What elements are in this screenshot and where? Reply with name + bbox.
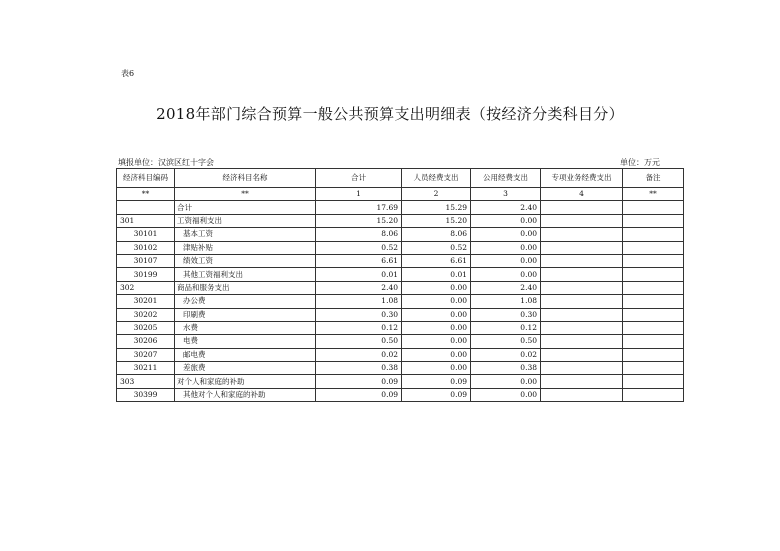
cell-total: 0.38 bbox=[316, 362, 402, 375]
cell-special bbox=[541, 254, 623, 267]
cell-personnel: 8.06 bbox=[402, 228, 471, 241]
table-row bbox=[117, 348, 684, 361]
index-cell: ** bbox=[175, 188, 316, 201]
cell-personnel: 15.29 bbox=[402, 201, 471, 214]
cell-total: 0.02 bbox=[316, 348, 402, 361]
cell-name: 其他工资福利支出 bbox=[175, 268, 316, 281]
cell-code: 30101 bbox=[117, 228, 175, 241]
budget-table bbox=[116, 168, 684, 402]
cell-code bbox=[117, 201, 175, 214]
cell-code: 30107 bbox=[117, 254, 175, 267]
index-cell: ** bbox=[623, 188, 684, 201]
cell-note bbox=[623, 241, 684, 254]
cell-public: 0.00 bbox=[471, 214, 541, 227]
cell-name: 绩效工资 bbox=[175, 254, 316, 267]
cell-personnel: 0.00 bbox=[402, 321, 471, 334]
header-public: 公用经费支出 bbox=[471, 169, 541, 188]
cell-note bbox=[623, 295, 684, 308]
cell-total: 2.40 bbox=[316, 281, 402, 294]
cell-special bbox=[541, 321, 623, 334]
cell-name: 邮电费 bbox=[175, 348, 316, 361]
cell-note bbox=[623, 228, 684, 241]
cell-code: 30201 bbox=[117, 295, 175, 308]
table-row bbox=[117, 228, 684, 241]
cell-public: 0.00 bbox=[471, 228, 541, 241]
cell-total: 15.20 bbox=[316, 214, 402, 227]
cell-special bbox=[541, 308, 623, 321]
cell-total: 0.01 bbox=[316, 268, 402, 281]
cell-note bbox=[623, 335, 684, 348]
table-row bbox=[117, 281, 684, 294]
cell-personnel: 0.00 bbox=[402, 362, 471, 375]
form-number: 表6 bbox=[121, 69, 135, 78]
table-row bbox=[117, 321, 684, 334]
table-row bbox=[117, 201, 684, 214]
cell-code: 30206 bbox=[117, 335, 175, 348]
cell-personnel: 0.00 bbox=[402, 348, 471, 361]
table-row bbox=[117, 295, 684, 308]
header-total: 合计 bbox=[316, 169, 402, 188]
index-row bbox=[117, 188, 684, 201]
table-row bbox=[117, 375, 684, 388]
cell-name: 基本工资 bbox=[175, 228, 316, 241]
cell-name: 津贴补贴 bbox=[175, 241, 316, 254]
cell-special bbox=[541, 375, 623, 388]
cell-special bbox=[541, 388, 623, 401]
index-cell: 1 bbox=[316, 188, 402, 201]
cell-personnel: 0.09 bbox=[402, 388, 471, 401]
cell-special bbox=[541, 214, 623, 227]
cell-note bbox=[623, 321, 684, 334]
table-row bbox=[117, 241, 684, 254]
table-header-row bbox=[117, 169, 684, 188]
cell-name: 办公费 bbox=[175, 295, 316, 308]
cell-personnel: 0.00 bbox=[402, 308, 471, 321]
header-note: 备注 bbox=[623, 169, 684, 188]
cell-note bbox=[623, 308, 684, 321]
table-row bbox=[117, 335, 684, 348]
index-cell: 3 bbox=[471, 188, 541, 201]
cell-total: 0.50 bbox=[316, 335, 402, 348]
cell-code: 303 bbox=[117, 375, 175, 388]
cell-note bbox=[623, 281, 684, 294]
cell-code: 30202 bbox=[117, 308, 175, 321]
cell-note bbox=[623, 375, 684, 388]
page-title: 2018年部门综合预算一般公共预算支出明细表（按经济分类科目分） bbox=[156, 105, 624, 123]
cell-public: 0.00 bbox=[471, 254, 541, 267]
index-cell: 4 bbox=[541, 188, 623, 201]
cell-personnel: 0.00 bbox=[402, 295, 471, 308]
cell-note bbox=[623, 388, 684, 401]
cell-special bbox=[541, 348, 623, 361]
header-name: 经济科目名称 bbox=[175, 169, 316, 188]
cell-public: 0.02 bbox=[471, 348, 541, 361]
cell-name: 印刷费 bbox=[175, 308, 316, 321]
cell-special bbox=[541, 241, 623, 254]
cell-public: 0.30 bbox=[471, 308, 541, 321]
cell-note bbox=[623, 362, 684, 375]
table-row bbox=[117, 214, 684, 227]
cell-personnel: 0.52 bbox=[402, 241, 471, 254]
cell-personnel: 0.00 bbox=[402, 281, 471, 294]
cell-name: 对个人和家庭的补助 bbox=[175, 375, 316, 388]
cell-note bbox=[623, 268, 684, 281]
cell-code: 30207 bbox=[117, 348, 175, 361]
cell-name: 合计 bbox=[175, 201, 316, 214]
cell-note bbox=[623, 348, 684, 361]
cell-note bbox=[623, 254, 684, 267]
cell-special bbox=[541, 281, 623, 294]
cell-total: 0.12 bbox=[316, 321, 402, 334]
cell-name: 工资福利支出 bbox=[175, 214, 316, 227]
header-code: 经济科目编码 bbox=[117, 169, 175, 188]
cell-code: 30211 bbox=[117, 362, 175, 375]
cell-code: 302 bbox=[117, 281, 175, 294]
cell-public: 1.08 bbox=[471, 295, 541, 308]
cell-personnel: 0.01 bbox=[402, 268, 471, 281]
cell-code: 30205 bbox=[117, 321, 175, 334]
cell-total: 1.08 bbox=[316, 295, 402, 308]
cell-public: 0.00 bbox=[471, 241, 541, 254]
cell-code: 301 bbox=[117, 214, 175, 227]
header-special: 专项业务经费支出 bbox=[541, 169, 623, 188]
cell-personnel: 0.00 bbox=[402, 335, 471, 348]
table-row bbox=[117, 362, 684, 375]
cell-name: 电费 bbox=[175, 335, 316, 348]
cell-special bbox=[541, 362, 623, 375]
cell-special bbox=[541, 295, 623, 308]
cell-personnel: 6.61 bbox=[402, 254, 471, 267]
cell-total: 0.09 bbox=[316, 375, 402, 388]
index-cell: ** bbox=[117, 188, 175, 201]
cell-public: 0.00 bbox=[471, 268, 541, 281]
cell-total: 6.61 bbox=[316, 254, 402, 267]
reporting-unit: 填报单位：汉滨区红十字会 bbox=[118, 158, 214, 167]
cell-name: 水费 bbox=[175, 321, 316, 334]
cell-name: 商品和服务支出 bbox=[175, 281, 316, 294]
table-row bbox=[117, 254, 684, 267]
cell-total: 0.52 bbox=[316, 241, 402, 254]
cell-public: 2.40 bbox=[471, 201, 541, 214]
cell-code: 30399 bbox=[117, 388, 175, 401]
cell-personnel: 15.20 bbox=[402, 214, 471, 227]
table-row bbox=[117, 308, 684, 321]
cell-name: 其他对个人和家庭的补助 bbox=[175, 388, 316, 401]
cell-public: 0.00 bbox=[471, 388, 541, 401]
table-row bbox=[117, 388, 684, 401]
cell-public: 0.12 bbox=[471, 321, 541, 334]
cell-code: 30199 bbox=[117, 268, 175, 281]
cell-total: 0.30 bbox=[316, 308, 402, 321]
cell-special bbox=[541, 201, 623, 214]
cell-note bbox=[623, 214, 684, 227]
cell-name: 差旅费 bbox=[175, 362, 316, 375]
cell-personnel: 0.09 bbox=[402, 375, 471, 388]
cell-total: 17.69 bbox=[316, 201, 402, 214]
cell-total: 0.09 bbox=[316, 388, 402, 401]
index-cell: 2 bbox=[402, 188, 471, 201]
cell-public: 2.40 bbox=[471, 281, 541, 294]
cell-public: 0.00 bbox=[471, 375, 541, 388]
cell-code: 30102 bbox=[117, 241, 175, 254]
cell-note bbox=[623, 201, 684, 214]
cell-public: 0.38 bbox=[471, 362, 541, 375]
cell-total: 8.06 bbox=[316, 228, 402, 241]
cell-public: 0.50 bbox=[471, 335, 541, 348]
table-row bbox=[117, 268, 684, 281]
cell-special bbox=[541, 268, 623, 281]
header-personnel: 人员经费支出 bbox=[402, 169, 471, 188]
cell-special bbox=[541, 228, 623, 241]
cell-special bbox=[541, 335, 623, 348]
currency-unit: 单位：万元 bbox=[620, 158, 660, 167]
